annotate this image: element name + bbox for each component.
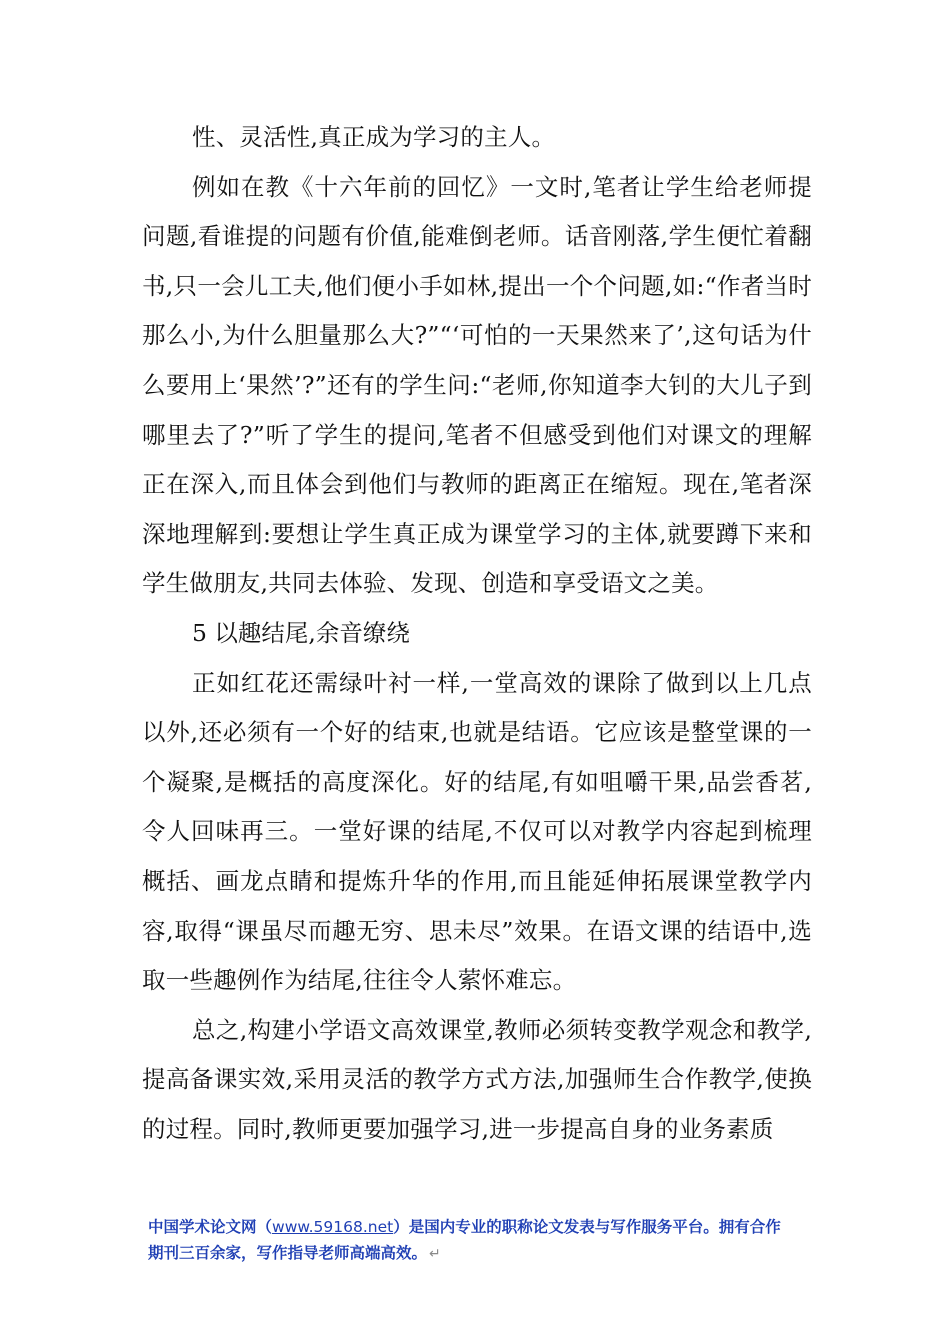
document-body bbox=[142, 113, 812, 1154]
footer-prefix: 中国学术论文网（ bbox=[148, 1218, 273, 1236]
paragraph-1: 性、灵活性,真正成为学习的主人。 bbox=[192, 123, 556, 151]
paragraph-mark-icon: ↵ bbox=[429, 1246, 441, 1262]
footer-line-2 bbox=[148, 1240, 828, 1267]
paragraph-3: 正如红花还需绿叶衬一样,一堂高效的课除了做到以上几点以外,还必须有一个好的结束,也就是结语。它应该是整堂课的一个凝聚,是概括的高度深化。好的结尾,有如咀嚼干果,品尝香茗,令人回味再三。一堂好课的结尾,不仅可以对教学内容起到梳理概括、画龙点睛和提炼升华的作用,而且能延伸拓展课堂教学内容,取得“课虽尽而趣无穷、思未尽”效果。在语文课的结语中,选取一些趣例作为结尾,往往令人萦怀难忘。 bbox=[142, 668, 812, 995]
paragraph-4: 总之,构建小学语文高效课堂,教师必须转变教学观念和教学,提高备课实效,采用灵活的教学方式方法,加强师生合作教学,使换的过程。同时,教师更要加强学习,进一步提高自身的业务素质 bbox=[142, 1015, 812, 1143]
paragraph-2: 例如在教《十六年前的回忆》一文时,笔者让学生给老师提问题,看谁提的问题有价值,能难倒老师。话音刚落,学生便忙着翻书,只一会儿工夫,他们便小手如林,提出一个个问题,如:“作者当时那么小,为什么胆量那么大?”“‘可怕的一天果然来了’,这句话为什么要用上‘果然’?”还有的学生问:“老师,你知道李大钊的大儿子到哪里去了?”听了学生的提问,笔者不但感受到他们对课文的理解正在深入,而且体会到他们与教师的距离正在缩短。现在,笔者深深地理解到:要想让学生真正成为课堂学习的主体,就要蹲下来和学生做朋友,共同去体验、发现、创造和享受语文之美。 bbox=[142, 172, 812, 598]
footer-suffix: ）是国内专业的职称论文发表与写作服务平台。拥有合作 bbox=[393, 1218, 781, 1236]
footer-notice bbox=[148, 1214, 828, 1267]
section-heading-5: 5 以趣结尾,余音缭绕 bbox=[192, 618, 410, 647]
footer-website-link[interactable]: www.59168.net bbox=[272, 1218, 394, 1236]
footer-line-1 bbox=[148, 1214, 828, 1240]
footer-line-2-text: 期刊三百余家，写作指导老师高端高效。 bbox=[148, 1244, 428, 1262]
